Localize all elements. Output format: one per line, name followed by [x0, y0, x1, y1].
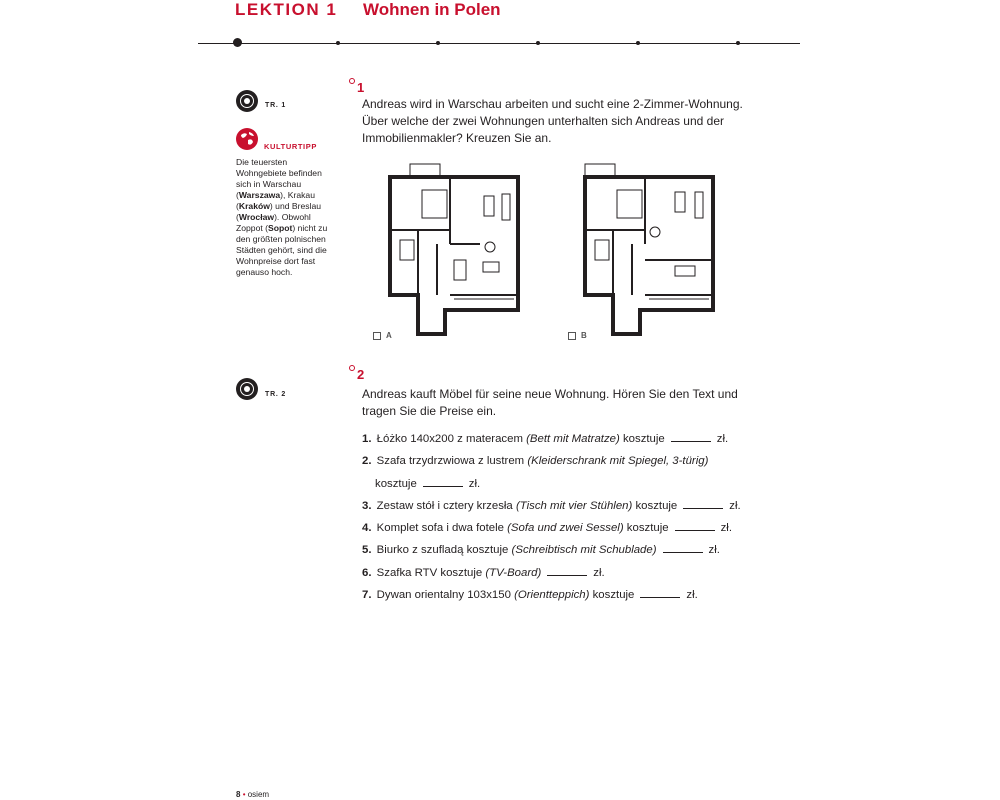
- price-blank[interactable]: [683, 497, 723, 509]
- timeline-dot: [636, 41, 640, 45]
- option-a-checkbox[interactable]: [373, 332, 381, 340]
- list-item-continuation: kosztuje zł.: [375, 475, 480, 492]
- audio-cd-icon[interactable]: [236, 90, 258, 112]
- exercise-instructions: Andreas kauft Möbel für seine neue Wohnung. Hören Sie den Text und tragen Sie die Preise ein.: [362, 387, 738, 418]
- price-blank[interactable]: [663, 541, 703, 553]
- list-item: 2. Szafa trzydrzwiowa z lustrem (Kleiderschrank mit Spiegel, 3-türig): [362, 455, 709, 467]
- list-item: 7. Dywan orientalny 103x150 (Orientteppich) kosztuje zł.: [362, 586, 698, 603]
- track-label: TR. 1: [265, 102, 287, 109]
- option-a-label: A: [386, 331, 392, 340]
- page-number: 8 • osiem: [236, 790, 270, 799]
- list-item: 6. Szafka RTV kosztuje (TV-Board) zł.: [362, 564, 605, 581]
- price-blank[interactable]: [547, 564, 587, 576]
- list-item: 4. Komplet sofa i dwa fotele (Sofa und zwei Sessel) kosztuje zł.: [362, 519, 732, 536]
- price-blank[interactable]: [423, 475, 463, 487]
- exercise-instructions: Andreas wird in Warschau arbeiten und sucht eine 2-Zimmer-Wohnung. Über welche der zwei Wohnungen unterhalten sich Andreas und der Immobilienmakler? Kreuzen Sie an.: [362, 97, 743, 145]
- timeline-dot: [736, 41, 740, 45]
- price-blank[interactable]: [671, 430, 711, 442]
- exercise-number: 2: [349, 367, 364, 382]
- option-b-label: B: [581, 331, 587, 340]
- floor-plan-b: [575, 162, 720, 342]
- price-blank[interactable]: [675, 519, 715, 531]
- header-rule: [198, 43, 800, 44]
- lesson-label: LEKTION 1: [235, 0, 338, 19]
- timeline-dot: [436, 41, 440, 45]
- kulturtipp-text: Die teuersten Wohngebiete befinden sich in Warschau (Warszawa), Krakau (Kraków) und Breslau (Wrocław). Obwohl Zoppot (Sopot) nicht zu den größten polnischen Städten gehört, sind die Wohnpreise dort fast genauso hoch.: [236, 157, 328, 277]
- option-b-checkbox[interactable]: [568, 332, 576, 340]
- audio-cd-icon[interactable]: [236, 378, 258, 400]
- globe-icon: [236, 128, 258, 150]
- list-item: 1. Łóżko 140x200 z materacem (Bett mit Matratze) kosztuje zł.: [362, 430, 728, 447]
- track-label: TR. 2: [265, 391, 287, 398]
- kulturtipp-label: KULTURTIPP: [264, 142, 317, 151]
- page-title: Wohnen in Polen: [363, 0, 501, 19]
- timeline-dot-active: [233, 38, 242, 47]
- timeline-dot: [336, 41, 340, 45]
- exercise-number: 1: [349, 80, 364, 95]
- price-blank[interactable]: [640, 586, 680, 598]
- list-item: 3. Zestaw stół i cztery krzesła (Tisch mit vier Stühlen) kosztuje zł.: [362, 497, 741, 514]
- floor-plan-a: [380, 162, 525, 342]
- list-item: 5. Biurko z szufladą kosztuje (Schreibtisch mit Schublade) zł.: [362, 541, 720, 558]
- timeline-dot: [536, 41, 540, 45]
